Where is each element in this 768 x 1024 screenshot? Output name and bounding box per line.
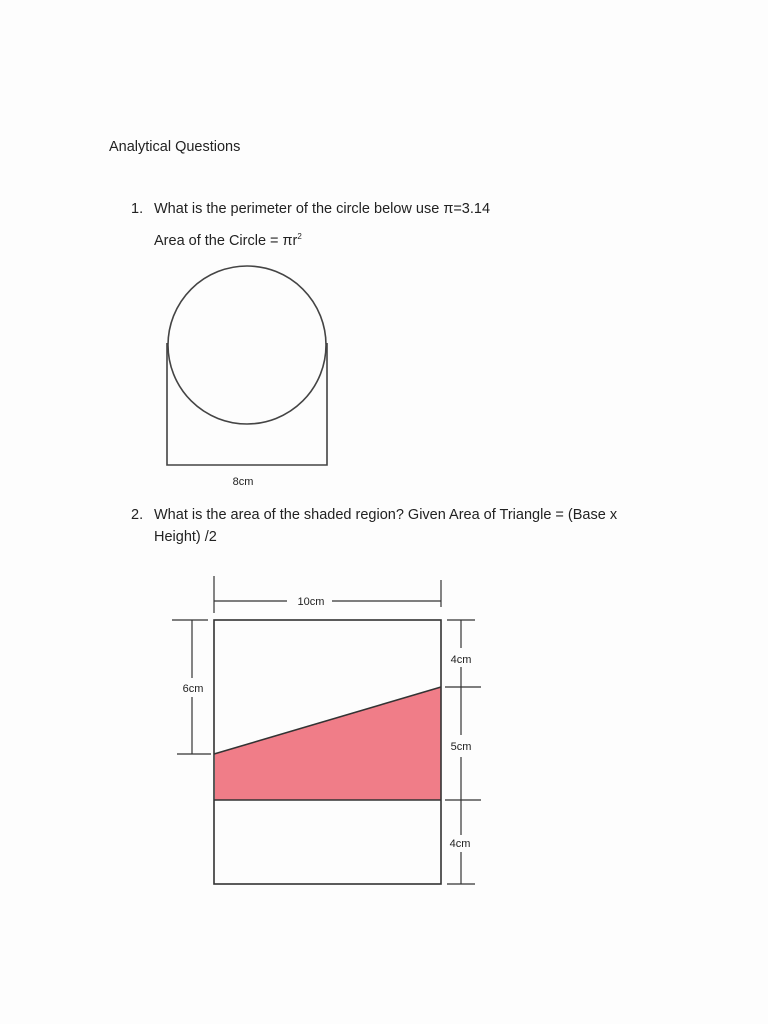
question-2-text-line-2: Height) /2	[154, 529, 217, 545]
base-length-label: 8cm	[232, 476, 254, 488]
question-2-text-line-1: What is the area of the shaded region? Given Area of Triangle = (Base x	[154, 507, 618, 523]
page-title: Analytical Questions	[109, 139, 241, 155]
question-2-number: 2.	[131, 507, 144, 523]
top-width-label: 10cm	[297, 596, 325, 608]
formula-exponent: 2	[297, 232, 302, 241]
left-height-label: 6cm	[182, 683, 204, 695]
question-1-number: 1.	[131, 201, 144, 217]
right-middle-label: 5cm	[450, 741, 472, 753]
circle-area-formula-text: Area of the Circle = πr	[154, 232, 298, 249]
right-bottom-label: 4cm	[449, 838, 471, 850]
right-top-label: 4cm	[450, 654, 472, 666]
question-1-text: What is the perimeter of the circle below use π=3.14	[154, 201, 491, 217]
